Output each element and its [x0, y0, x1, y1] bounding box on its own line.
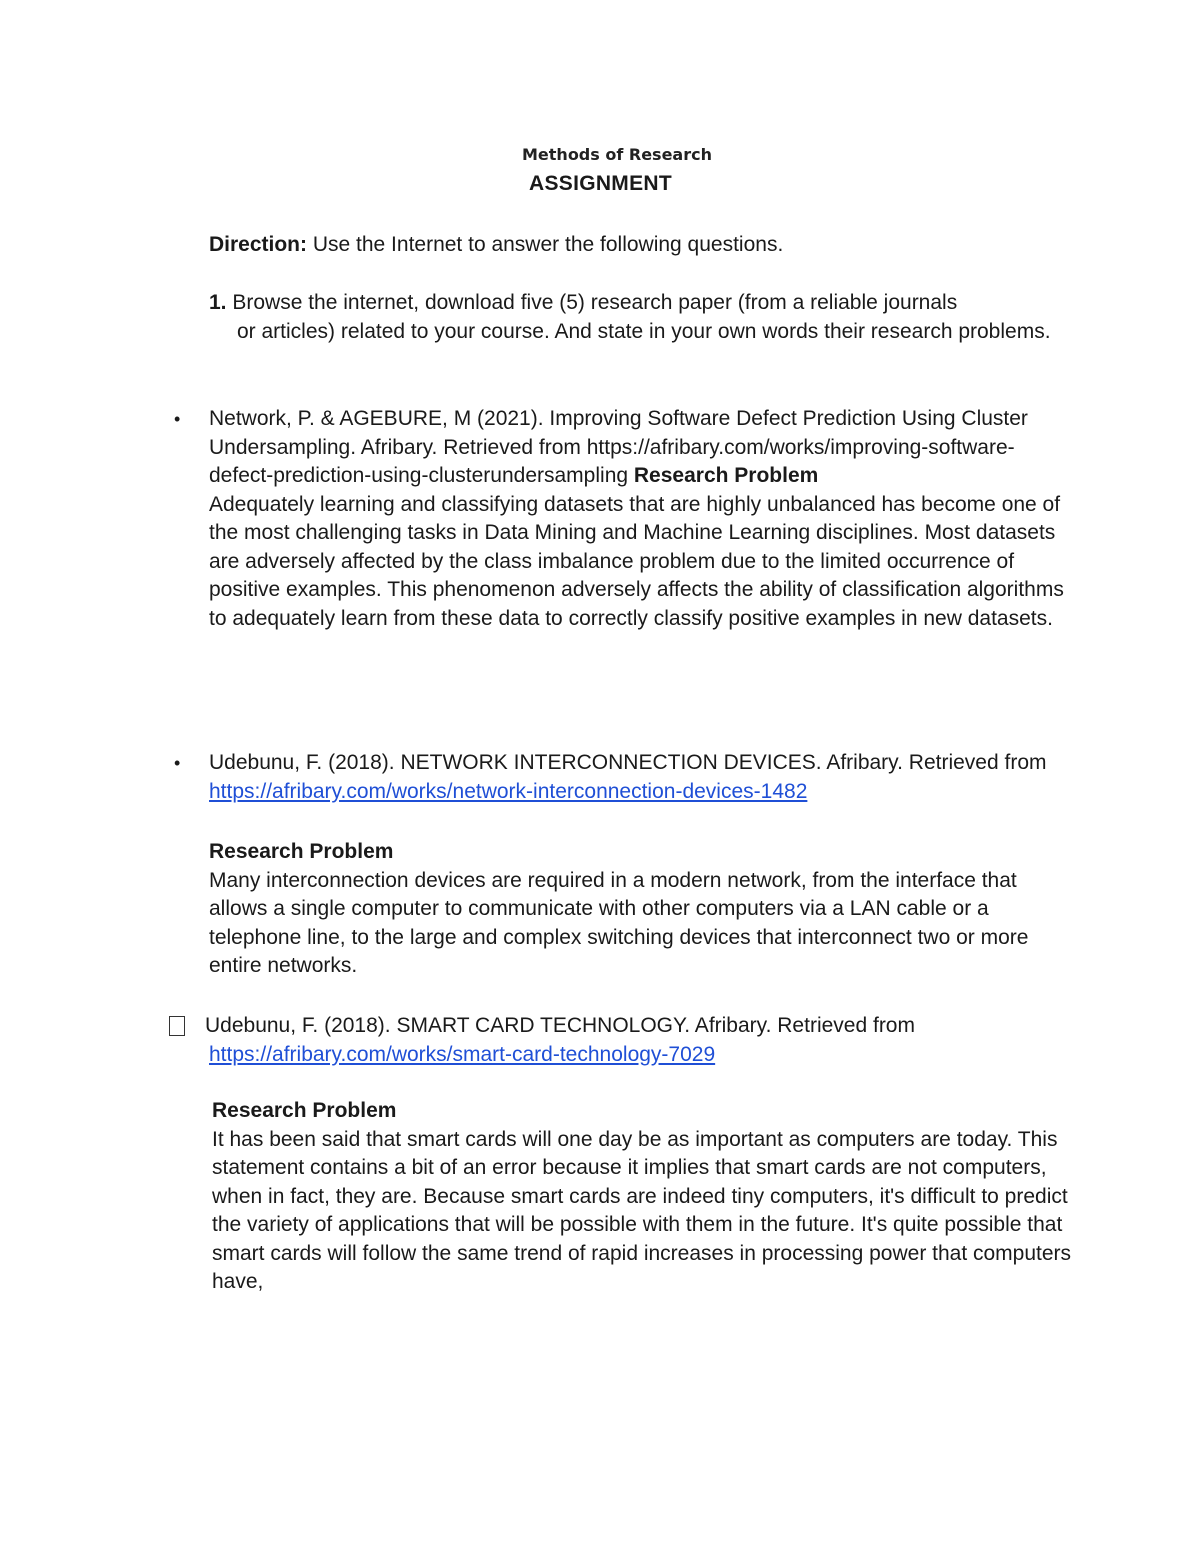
research-problem-block-3: [212, 1097, 1072, 1297]
bullet-icon: •: [174, 409, 181, 429]
citation-1: Network, P. & AGEBURE, M (2021). Improving Software Defect Prediction Using Cluster Undersampling. Afribary. Retrieved from https://afribary.com/works/improving-software-defect-prediction-using-clusterundersampling: [209, 407, 1028, 487]
course-title: Methods of Research: [522, 145, 712, 164]
citation-2: Udebunu, F. (2018). NETWORK INTERCONNECTION DEVICES. Afribary. Retrieved from: [209, 751, 1047, 774]
direction-label: Direction:: [209, 233, 308, 256]
research-problem-block-2: [209, 838, 1069, 981]
reference-entry-3: [205, 1012, 1065, 1069]
assignment-heading: ASSIGNMENT: [528, 172, 672, 195]
question-1-line1: Browse the internet, download five (5) research paper (from a reliable journals: [226, 291, 958, 314]
question-1: [209, 289, 1069, 346]
reference-link-3[interactable]: https://afribary.com/works/smart-card-technology-7029: [209, 1042, 716, 1066]
missing-glyph-bullet-icon: [169, 1016, 185, 1036]
research-problem-text-2: Many interconnection devices are required in a modern network, from the interface that allows a single computer to communicate with other computers via a LAN cable or a telephone line, to the large and complex switching devices that interconnect two or more entire networks.: [209, 868, 1029, 977]
research-problem-text-1: Adequately learning and classifying datasets that are highly unbalanced has become one of the most challenging tasks in Data Mining and Machine Learning disciplines. Most datasets are adversely affected by the class imbalance problem due to the limited occurrence of positive examples. This phenomenon adversely affects the ability of classification algorithms to adequately learn from these data to correctly classify positive examples in new datasets.: [209, 492, 1064, 630]
question-number: 1.: [209, 291, 227, 314]
question-1-rest: or articles) related to your course. And state in your own words their research problems.: [237, 319, 1051, 343]
research-problem-label-2: Research Problem: [209, 840, 394, 863]
direction-paragraph: [209, 231, 1069, 260]
reference-link-2[interactable]: https://afribary.com/works/network-interconnection-devices-1482: [209, 779, 808, 803]
research-problem-label-3: Research Problem: [212, 1099, 397, 1122]
reference-entry-2: [174, 749, 1069, 806]
research-problem-text-3: It has been said that smart cards will one day be as important as computers are today. This statement contains a bit of an error because it implies that smart cards are not computers, when in fact, they are. Because smart cards are indeed tiny computers, it's difficult to predict the variety of applications that will be possible with them in the future. It's quite possible that smart cards will follow the same trend of rapid increases in processing power that computers have,: [212, 1127, 1072, 1293]
research-problem-label-1: Research Problem: [633, 464, 819, 487]
bullet-icon: •: [174, 753, 181, 773]
citation-3: Udebunu, F. (2018). SMART CARD TECHNOLOGY. Afribary. Retrieved from: [205, 1014, 915, 1037]
reference-entry-1: [174, 405, 1069, 633]
direction-text: Use the Internet to answer the following questions.: [307, 233, 784, 256]
question-1-first-line: [209, 289, 1069, 318]
